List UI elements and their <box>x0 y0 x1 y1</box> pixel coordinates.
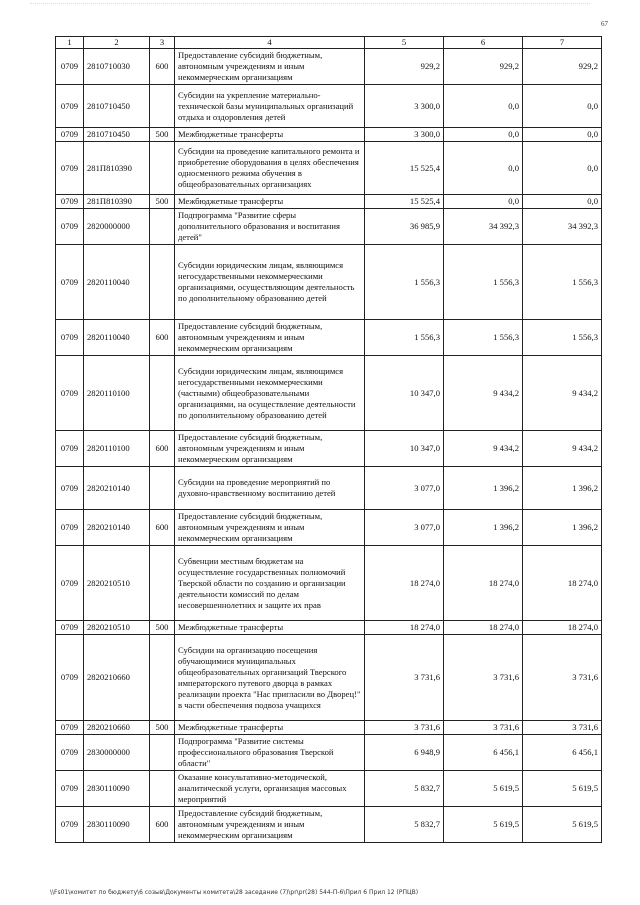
value-col5-cell: 3 077,0 <box>365 467 444 510</box>
section-cell: 0709 <box>56 49 84 85</box>
code-cell: 2820110040 <box>84 320 150 356</box>
value-col5-cell: 5 832,7 <box>365 771 444 807</box>
value-col6-cell: 0,0 <box>444 128 523 142</box>
type-cell: 600 <box>150 510 175 546</box>
section-cell: 0709 <box>56 807 84 843</box>
value-col7-cell: 34 392,3 <box>523 209 602 245</box>
value-col5-cell: 1 556,3 <box>365 245 444 320</box>
code-cell: 2810710450 <box>84 128 150 142</box>
value-col6-cell: 9 434,2 <box>444 431 523 467</box>
name-cell: Субсидии на проведение мероприятий по духовно-нравственному воспитанию детей <box>175 467 365 510</box>
file-path-footer: \\Fs01\комитет по бюджету\6 созыв\Документы комитета\28 заседание (7)\pr\pr(28) 544-П-6\Прил 6 Прил 12 (РПЦВ) <box>50 889 419 896</box>
name-cell: Межбюджетные трансферты <box>175 621 365 635</box>
value-col7-cell: 0,0 <box>523 85 602 128</box>
name-cell: Субсидии на организацию посещения обучающимися муниципальных общеобразовательных организаций Тверского императорского путевого дворца в рамках реализации проекта "Нас пригласили во Дворец!" в части обеспечения подвоза учащихся <box>175 635 365 721</box>
value-col5-cell: 15 525,4 <box>365 195 444 209</box>
value-col6-cell: 929,2 <box>444 49 523 85</box>
value-col5-cell: 18 274,0 <box>365 546 444 621</box>
value-col7-cell: 9 434,2 <box>523 356 602 431</box>
section-cell: 0709 <box>56 245 84 320</box>
scan-artifact-line <box>30 3 590 10</box>
table-row <box>56 356 602 431</box>
code-cell: 2820110100 <box>84 431 150 467</box>
col-header-6: 6 <box>444 37 523 49</box>
table-row <box>56 721 602 735</box>
type-cell: 600 <box>150 431 175 467</box>
type-cell <box>150 771 175 807</box>
table-row <box>56 735 602 771</box>
col-header-7: 7 <box>523 37 602 49</box>
table-row <box>56 85 602 128</box>
value-col6-cell: 5 619,5 <box>444 771 523 807</box>
table-header-row <box>56 37 602 49</box>
value-col7-cell: 1 396,2 <box>523 510 602 546</box>
value-col7-cell: 1 396,2 <box>523 467 602 510</box>
name-cell: Предоставление субсидий бюджетным, автономным учреждениям и иным некоммерческим организациям <box>175 320 365 356</box>
table-row <box>56 467 602 510</box>
value-col7-cell: 5 619,5 <box>523 807 602 843</box>
section-cell: 0709 <box>56 128 84 142</box>
type-cell: 500 <box>150 195 175 209</box>
table-row <box>56 195 602 209</box>
type-cell: 600 <box>150 320 175 356</box>
name-cell: Субсидии юридическим лицам, являющимся негосударственными некоммерческими организациями, осуществляющим деятельность по дополнительному образованию детей <box>175 245 365 320</box>
table-row <box>56 546 602 621</box>
section-cell: 0709 <box>56 85 84 128</box>
code-cell: 2820210510 <box>84 621 150 635</box>
section-cell: 0709 <box>56 356 84 431</box>
value-col7-cell: 3 731,6 <box>523 635 602 721</box>
name-cell: Субсидии на проведение капитального ремонта и приобретение оборудования в целях обеспечения односменного режима обучения в общеобразовательных организациях <box>175 142 365 195</box>
code-cell: 2830110090 <box>84 807 150 843</box>
value-col6-cell: 9 434,2 <box>444 356 523 431</box>
table-body <box>56 49 602 843</box>
value-col7-cell: 929,2 <box>523 49 602 85</box>
value-col5-cell: 3 731,6 <box>365 721 444 735</box>
type-cell: 500 <box>150 128 175 142</box>
type-cell <box>150 142 175 195</box>
value-col7-cell: 18 274,0 <box>523 621 602 635</box>
col-header-4: 4 <box>175 37 365 49</box>
value-col5-cell: 3 077,0 <box>365 510 444 546</box>
name-cell: Субвенции местным бюджетам на осуществление государственных полномочий Тверской области по созданию и организации деятельности комиссий по делам несовершеннолетних и защите их прав <box>175 546 365 621</box>
type-cell: 600 <box>150 807 175 843</box>
section-cell: 0709 <box>56 735 84 771</box>
value-col5-cell: 36 985,9 <box>365 209 444 245</box>
section-cell: 0709 <box>56 635 84 721</box>
table-row <box>56 771 602 807</box>
type-cell <box>150 85 175 128</box>
value-col6-cell: 1 396,2 <box>444 510 523 546</box>
table-row <box>56 807 602 843</box>
type-cell <box>150 245 175 320</box>
value-col6-cell: 0,0 <box>444 195 523 209</box>
code-cell: 2820110100 <box>84 356 150 431</box>
value-col7-cell: 1 556,3 <box>523 320 602 356</box>
section-cell: 0709 <box>56 771 84 807</box>
value-col7-cell: 5 619,5 <box>523 771 602 807</box>
section-cell: 0709 <box>56 721 84 735</box>
table-row <box>56 510 602 546</box>
type-cell: 500 <box>150 621 175 635</box>
table-row <box>56 431 602 467</box>
table-row <box>56 142 602 195</box>
value-col5-cell: 18 274,0 <box>365 621 444 635</box>
value-col7-cell: 18 274,0 <box>523 546 602 621</box>
table-row <box>56 245 602 320</box>
value-col6-cell: 34 392,3 <box>444 209 523 245</box>
section-cell: 0709 <box>56 510 84 546</box>
value-col7-cell: 3 731,6 <box>523 721 602 735</box>
name-cell: Субсидии на укрепление материально-технической базы муниципальных организаций отдыха и оздоровления детей <box>175 85 365 128</box>
code-cell: 281П810390 <box>84 195 150 209</box>
value-col5-cell: 3 731,6 <box>365 635 444 721</box>
value-col5-cell: 15 525,4 <box>365 142 444 195</box>
table-row <box>56 635 602 721</box>
value-col7-cell: 1 556,3 <box>523 245 602 320</box>
section-cell: 0709 <box>56 467 84 510</box>
value-col7-cell: 6 456,1 <box>523 735 602 771</box>
name-cell: Предоставление субсидий бюджетным, автономным учреждениям и иным некоммерческим организациям <box>175 49 365 85</box>
name-cell: Предоставление субсидий бюджетным, автономным учреждениям и иным некоммерческим организациям <box>175 807 365 843</box>
value-col6-cell: 3 731,6 <box>444 635 523 721</box>
col-header-1: 1 <box>56 37 84 49</box>
value-col6-cell: 5 619,5 <box>444 807 523 843</box>
value-col6-cell: 0,0 <box>444 85 523 128</box>
value-col5-cell: 1 556,3 <box>365 320 444 356</box>
code-cell: 2820210660 <box>84 635 150 721</box>
name-cell: Субсидии юридическим лицам, являющимся негосударственными некоммерческими (частными) общеобразовательными организациями, на осуществление деятельности по дополнительному образованию детей <box>175 356 365 431</box>
type-cell <box>150 356 175 431</box>
value-col5-cell: 10 347,0 <box>365 431 444 467</box>
value-col6-cell: 0,0 <box>444 142 523 195</box>
value-col6-cell: 1 396,2 <box>444 467 523 510</box>
value-col5-cell: 6 948,9 <box>365 735 444 771</box>
value-col6-cell: 3 731,6 <box>444 721 523 735</box>
value-col7-cell: 0,0 <box>523 128 602 142</box>
name-cell: Межбюджетные трансферты <box>175 195 365 209</box>
value-col7-cell: 0,0 <box>523 195 602 209</box>
name-cell: Межбюджетные трансферты <box>175 721 365 735</box>
name-cell: Подпрограмма "Развитие системы профессионального образования Тверской области" <box>175 735 365 771</box>
section-cell: 0709 <box>56 142 84 195</box>
type-cell <box>150 546 175 621</box>
table-row <box>56 320 602 356</box>
name-cell: Предоставление субсидий бюджетным, автономным учреждениям и иным некоммерческим организациям <box>175 510 365 546</box>
value-col6-cell: 1 556,3 <box>444 320 523 356</box>
budget-table <box>55 36 602 843</box>
value-col6-cell: 1 556,3 <box>444 245 523 320</box>
section-cell: 0709 <box>56 320 84 356</box>
value-col5-cell: 5 832,7 <box>365 807 444 843</box>
code-cell: 2820210140 <box>84 510 150 546</box>
value-col7-cell: 9 434,2 <box>523 431 602 467</box>
type-cell <box>150 209 175 245</box>
code-cell: 2810710030 <box>84 49 150 85</box>
type-cell <box>150 635 175 721</box>
value-col5-cell: 10 347,0 <box>365 356 444 431</box>
value-col6-cell: 18 274,0 <box>444 546 523 621</box>
section-cell: 0709 <box>56 431 84 467</box>
col-header-2: 2 <box>84 37 150 49</box>
code-cell: 2830000000 <box>84 735 150 771</box>
name-cell: Подпрограмма "Развитие сферы дополнительного образования и воспитания детей" <box>175 209 365 245</box>
section-cell: 0709 <box>56 195 84 209</box>
table-row <box>56 621 602 635</box>
type-cell <box>150 467 175 510</box>
table-row <box>56 209 602 245</box>
section-cell: 0709 <box>56 546 84 621</box>
table-row <box>56 128 602 142</box>
name-cell: Оказание консультативно-методической, аналитической услуги, организация массовых мероприятий <box>175 771 365 807</box>
type-cell: 500 <box>150 721 175 735</box>
value-col6-cell: 18 274,0 <box>444 621 523 635</box>
value-col5-cell: 3 300,0 <box>365 85 444 128</box>
type-cell: 600 <box>150 49 175 85</box>
value-col7-cell: 0,0 <box>523 142 602 195</box>
value-col5-cell: 3 300,0 <box>365 128 444 142</box>
name-cell: Предоставление субсидий бюджетным, автономным учреждениям и иным некоммерческим организациям <box>175 431 365 467</box>
code-cell: 2820000000 <box>84 209 150 245</box>
type-cell <box>150 735 175 771</box>
code-cell: 2820210140 <box>84 467 150 510</box>
col-header-3: 3 <box>150 37 175 49</box>
section-cell: 0709 <box>56 209 84 245</box>
code-cell: 2830110090 <box>84 771 150 807</box>
col-header-5: 5 <box>365 37 444 49</box>
code-cell: 2820210510 <box>84 546 150 621</box>
page-number: 67 <box>601 20 608 28</box>
code-cell: 2820110040 <box>84 245 150 320</box>
name-cell: Межбюджетные трансферты <box>175 128 365 142</box>
code-cell: 2810710450 <box>84 85 150 128</box>
table-row <box>56 49 602 85</box>
value-col6-cell: 6 456,1 <box>444 735 523 771</box>
code-cell: 281П810390 <box>84 142 150 195</box>
code-cell: 2820210660 <box>84 721 150 735</box>
value-col5-cell: 929,2 <box>365 49 444 85</box>
section-cell: 0709 <box>56 621 84 635</box>
